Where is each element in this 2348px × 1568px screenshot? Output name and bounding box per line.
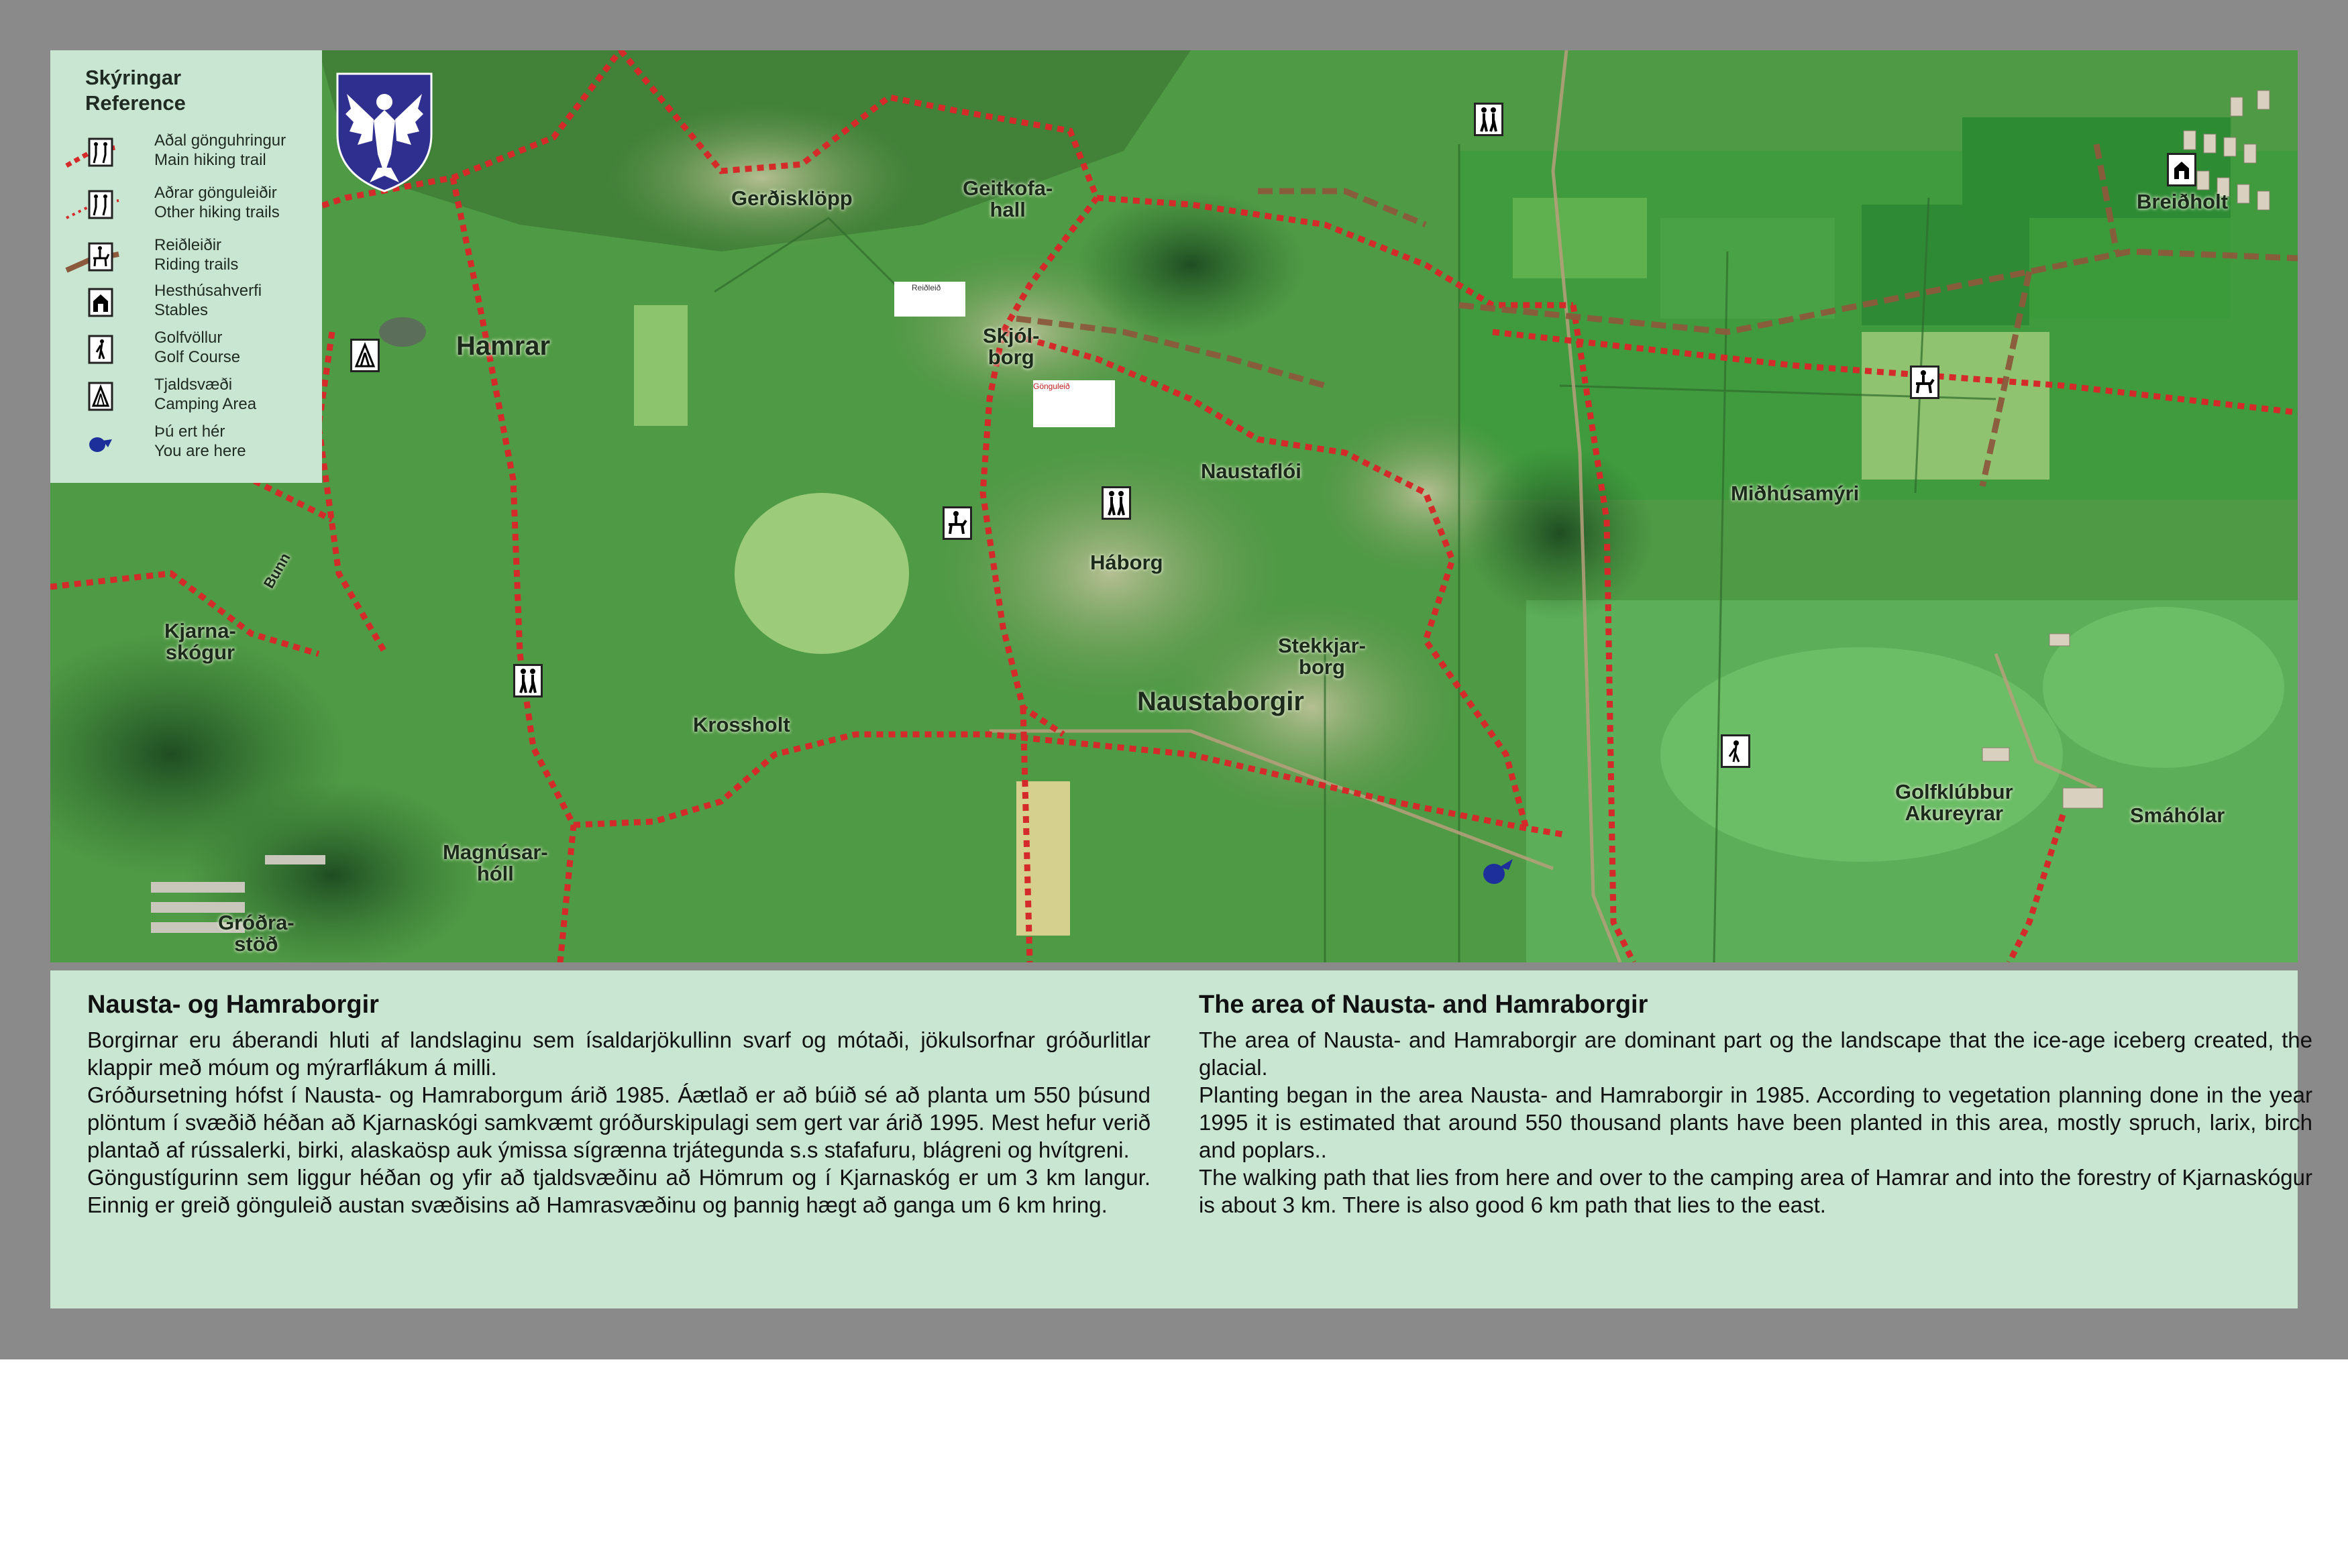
english-title: The area of Nausta- and Hamraborgir	[1199, 991, 1648, 1019]
walking-path-label: Gönguleið	[1033, 382, 1070, 391]
place-stekkjarborg: Stekkjar- borg	[1278, 634, 1366, 679]
legend-you-are-here-symbol	[64, 425, 144, 462]
stable-icon	[2167, 153, 2196, 186]
place-smaholar: Smáhólar	[2130, 803, 2225, 827]
coat-of-arms-icon	[331, 67, 438, 194]
hiker-icon	[1474, 103, 1503, 136]
place-naustafloi: Naustaflói	[1201, 459, 1301, 483]
legend-stables-en: Stables	[154, 301, 209, 319]
legend-camping-en: Camping Area	[154, 395, 257, 413]
tent-icon	[350, 339, 380, 372]
hiker-icon	[1102, 486, 1131, 520]
info-text-panel	[50, 970, 2312, 1308]
legend-riding-trails-en: Riding trails	[154, 256, 239, 274]
legend-stables-is: Hesthúsahverfi	[154, 282, 262, 300]
legend-other-trails-is: Aðrar gönguleiðir	[154, 184, 277, 202]
icelandic-paragraph: Gróðursetning hófst í Nausta- og Hamraborgum árið 1985. Áætlað er að búið sé að planta um 550 þúsund plöntum í svæðið héðan að Kjarnaskógi samkvæmt gróðurskipulagi sem gert var árið 1995. Mest hefur verið plantað af rússalerki, birki, alaskaösp auk ýmissa sígrænna trjátegunda s.s stafafuru, blágreni og hvítgreni.	[87, 1082, 1151, 1162]
place-midhusamyri: Miðhúsamýri	[1731, 482, 1860, 505]
english-paragraph: Planting began in the area Nausta- and Hamraborgir in 1985. According to vegetation planning done in the year 1995 it is estimated that around 550 thousand plants have been planted in this area, mostly spruch, larix, birch and poplars..	[1199, 1082, 2312, 1162]
legend-row-you-are-here	[50, 422, 322, 465]
icelandic-title: Nausta- og Hamraborgir	[87, 991, 379, 1019]
legend-camping-is: Tjaldsvæði	[154, 376, 233, 394]
riding-path-label: Reiðleið	[912, 283, 941, 292]
legend-golf-is: Golfvöllur	[154, 329, 223, 347]
legend-title	[85, 65, 186, 116]
hiker-icon	[513, 664, 543, 697]
riding-label-box	[894, 282, 965, 317]
legend-main-trail-is: Aðal gönguhringur	[154, 131, 286, 150]
legend-stables-symbol	[64, 284, 144, 321]
you-are-here-icon	[1479, 855, 1519, 889]
place-haborg: Háborg	[1090, 551, 1163, 574]
legend-golf-en: Golf Course	[154, 348, 241, 366]
legend-other-trails-symbol	[64, 186, 144, 223]
legend-row-stables	[50, 281, 322, 324]
legend-main-trail-en: Main hiking trail	[154, 151, 266, 169]
english-column	[1199, 991, 2312, 1219]
legend-other-trails-en: Other hiking trails	[154, 203, 280, 221]
place-golfklubbur: Golfklúbbur Akureyrar	[1895, 780, 2013, 825]
legend-title-is: Skýringar	[85, 66, 182, 89]
walking-label-box	[1033, 380, 1115, 427]
place-magnusarholl: Magnúsar- hóll	[443, 840, 548, 885]
place-bunn: Bunn	[260, 550, 294, 592]
place-naustaborgir: Naustaborgir	[1137, 687, 1304, 716]
horse-rider-icon	[1910, 366, 1939, 399]
place-gerdisklopp: Gerðisklöpp	[731, 186, 853, 210]
place-grodrastod: Gróðra- stöð	[218, 911, 295, 956]
icelandic-column	[87, 991, 1151, 1219]
legend-you-are-here-is: Þú ert hér	[154, 423, 225, 441]
legend-riding-trails-is: Reiðleiðir	[154, 236, 222, 254]
legend-row-riding-trails	[50, 235, 322, 278]
legend-golf-symbol	[64, 331, 144, 368]
legend-row-golf	[50, 328, 322, 371]
legend-camping-symbol	[64, 378, 144, 415]
legend-you-are-here-en: You are here	[154, 442, 246, 460]
legend-row-main-trail	[50, 131, 322, 174]
legend-row-other-trails	[50, 183, 322, 226]
icelandic-paragraph: Göngustígurinn sem liggur héðan og yfir að tjaldsvæðinu að Hömrum og í Kjarnaskóg er um 3 km langur. Einnig er greið gönguleið austan svæðisins að Hamrasvæðinu og þannig hægt að ganga um 6 km hring.	[87, 1165, 1151, 1217]
golf-icon	[1721, 734, 1750, 768]
place-breidholt: Breiðholt	[2137, 190, 2229, 213]
place-skjolborg: Skjól- borg	[983, 324, 1040, 369]
place-kjarnaskogur: Kjarna- skógur	[164, 619, 236, 664]
legend-row-camping	[50, 375, 322, 418]
place-krossholt: Krossholt	[693, 713, 790, 736]
legend-title-en: Reference	[85, 91, 186, 115]
legend-main-trail-symbol	[64, 133, 144, 171]
icelandic-paragraph: Borgirnar eru áberandi hluti af landslaginu sem ísaldarjökullinn svarf og mótaði, jökulsorfnar gróðurlitlar klappir með móum og mýrarflákum á milli.	[87, 1027, 1151, 1080]
place-hamrar: Hamrar	[456, 331, 551, 361]
place-geitkofahall: Geitkofa- hall	[963, 176, 1053, 221]
legend-riding-trails-symbol	[64, 238, 144, 276]
english-paragraph: The walking path that lies from here and over to the camping area of Hamrar and into the forestry of Kjarnaskógur is about 3 km. There is also good 6 km path that lies to the east.	[1199, 1165, 2312, 1217]
you-are-here-icon	[89, 437, 112, 452]
map-legend	[50, 50, 322, 483]
english-paragraph: The area of Nausta- and Hamraborgir are dominant part og the landscape that the ice-age iceberg created, the glacial.	[1199, 1027, 2312, 1080]
horse-rider-icon	[943, 506, 972, 540]
